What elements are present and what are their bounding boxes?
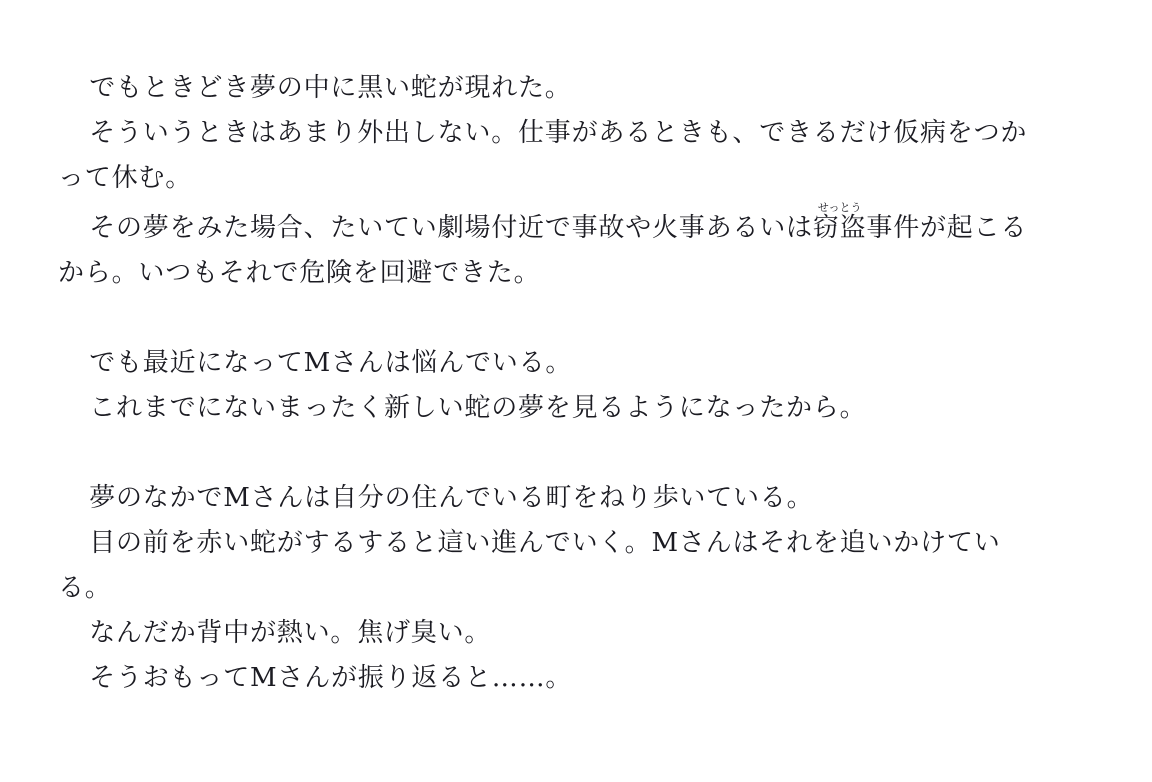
paragraph: そうおもってMさんが振り返ると……。 — [89, 663, 573, 693]
paragraph: これまでにないまったく新しい蛇の夢を見るようになったから。 — [89, 393, 867, 423]
paragraph: 目の前を赤い蛇がするすると這い進んでいく。Mさんはそれを追いかけている。 — [58, 528, 1001, 603]
ruby-base: 窃盗 — [812, 213, 867, 243]
paragraph-text-before: その夢をみた場合、たいてい劇場付近で事故や火事あるいは — [89, 213, 813, 243]
paragraph: 夢のなかでMさんは自分の住んでいる町をねり歩いている。 — [89, 483, 814, 513]
blank-line — [58, 431, 1032, 476]
paragraph: でもときどき夢の中に黒い蛇が現れた。 — [89, 73, 572, 103]
paragraph-text-after: 事件が起こるから。いつもそれで危険を回避できた。 — [58, 213, 1028, 288]
blank-line — [58, 296, 1032, 341]
ruby-annotation-group — [812, 201, 867, 243]
paragraph: そういうときはあまり外出しない。仕事があるときも、できるだけ仮病をつかって休む。 — [58, 118, 1028, 193]
paragraph: でも最近になってMさんは悩んでいる。 — [89, 348, 573, 378]
paragraph: なんだか背中が熱い。焦げ臭い。 — [89, 618, 492, 648]
document-text-body — [58, 66, 1032, 701]
paragraph-with-ruby — [58, 201, 1032, 296]
ruby-furigana: せっとう — [812, 201, 867, 214]
